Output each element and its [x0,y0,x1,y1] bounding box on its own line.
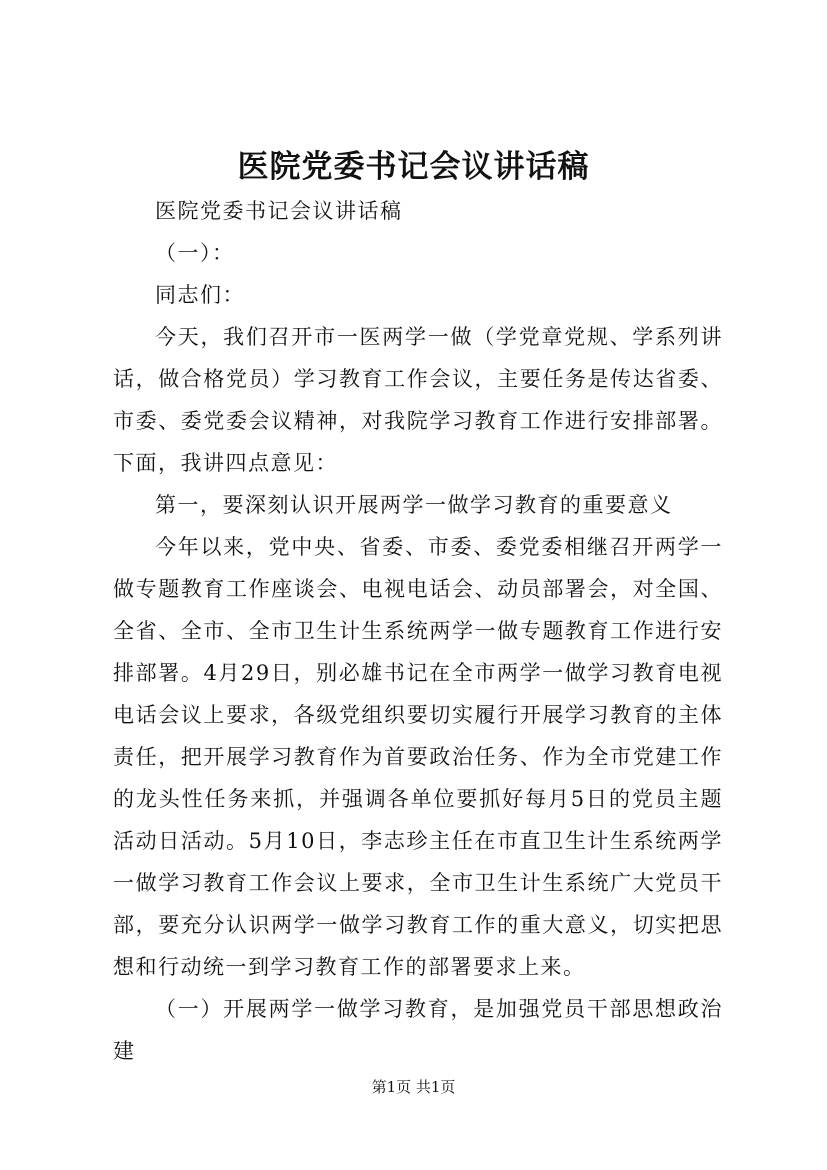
section-heading-paragraph: 第一，要深刻认识开展两学一做学习教育的重要意义 [155,493,673,517]
intro-paragraph: 今天，我们召开市一医两学一做（学党章党规、学系列讲话，做合格党员）学习教育工作会议，主要任务是传达省委、市委、委党委会议精神，对我院学习教育工作进行安排部署。下面，我讲四点意见： [113,325,723,475]
page-footer: 第1页 共1页 [371,1078,456,1096]
document-title: 医院党委书记会议讲话稿 [237,149,590,185]
document-body [113,190,723,1072]
section-number-paragraph: （一）： [155,241,235,265]
subtitle-paragraph: 医院党委书记会议讲话稿 [155,199,403,223]
body-paragraph: 今年以来，党中央、省委、市委、委党委相继召开两学一做专题教育工作座谈会、电视电话会、动员部署会，对全国、全省、全市、全市卫生计生系统两学一做专题教育工作进行安排部署。4月29日，别必雄书记在全市两学一做学习教育电视电话会议上要求，各级党组织要切实履行开展学习教育的主体责任，把开展学习教育作为首要政治任务、作为全市党建工作的龙头性任务来抓，并强调各单位要抓好每月5日的党员主题活动日活动。5月10日，李志珍主任在市直卫生计生系统两学一做学习教育工作会议上要求，全市卫生计生系统广大党员干部，要充分认识两学一做学习教育工作的重大意义，切实把思想和行动统一到学习教育工作的部署要求上来。 [113,535,723,979]
subsection-paragraph: （一）开展两学一做学习教育，是加强党员干部思想政治建 [113,997,723,1063]
salutation-paragraph: 同志们： [155,283,245,307]
